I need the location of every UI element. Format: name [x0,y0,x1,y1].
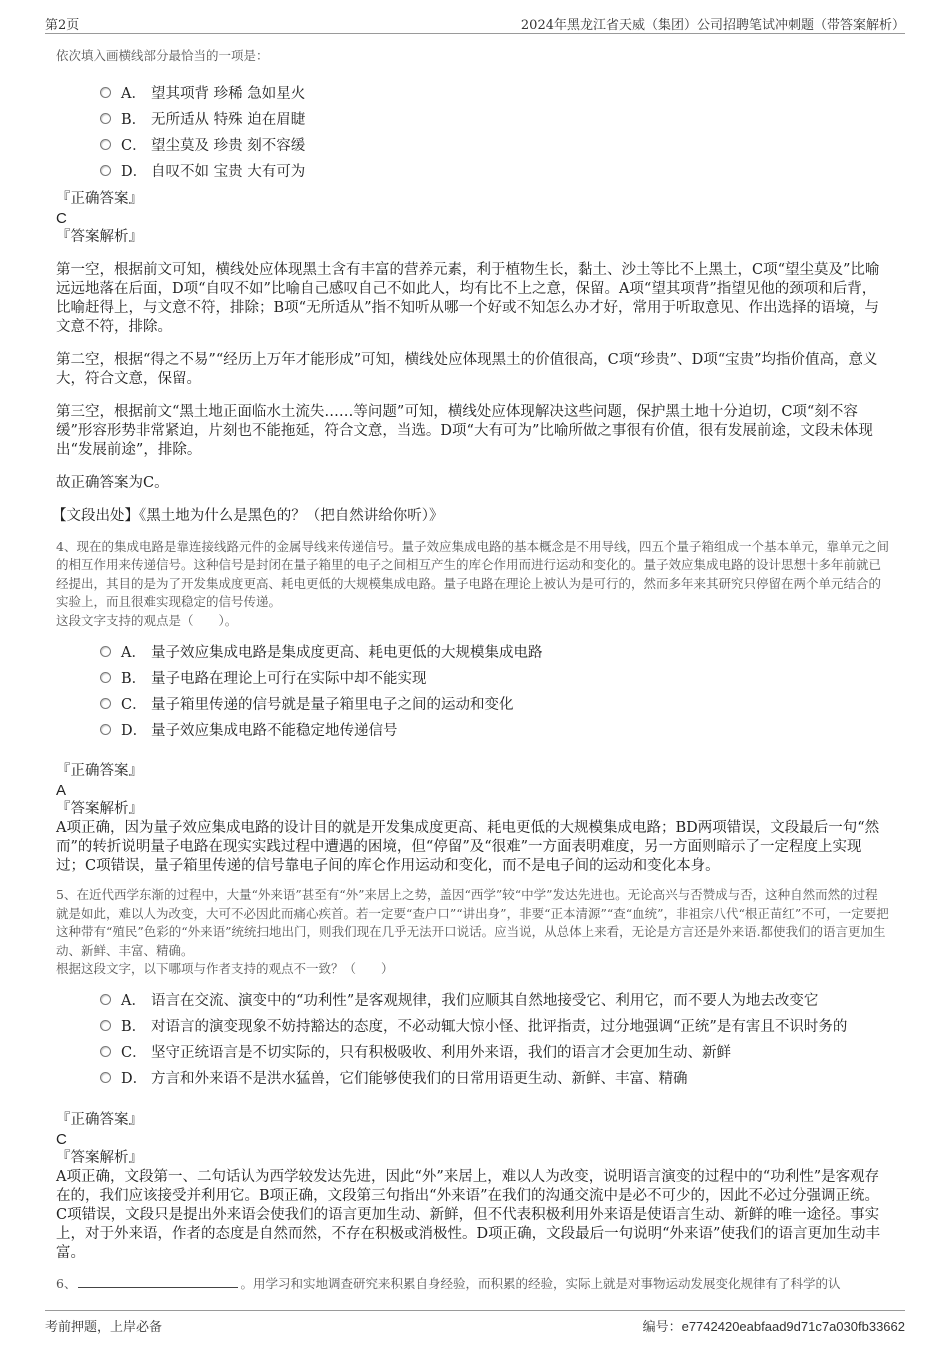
content [52,40,890,1293]
analysis-paragraph: 第三空，根据前文“黑土地正面临水土流失……等问题”可知，横线处应体现解决这些问题，保护黑土地十分迫切，C项“刻不容缓”形容形势非常紧迫，片刻也不能拖延，符合文意，当选。D项“大有可为”比喻所做之事很有价值，很有发展前途，文段未体现出“发展前途”，排除。 [56,403,873,458]
radio-icon[interactable] [100,165,111,176]
analysis-paragraph: A项正确，文段第一、二句话认为西学较发达先进，因此“外”来居上，难以人为改变，说明语言演变的过程中的“功利性”是客观存在的，我们应该接受并利用它。B项正确，文段第三句指出“外来语”在我们的沟通交流中是必不可少的，因此不必过分强调正统。C项错误，文段只是提出外来语会使我们的语言更加生动、新鲜，但不代表积极利用外来语是使语言生动、新鲜的唯一途径。事实上，对于外来语，作者的态度是自然而然，不存在积极或消极性。D项正确，文段最后一句说明“外来语”使我们的语言更加生动丰富。 [56,1168,880,1261]
question-5 [56,886,890,1263]
radio-icon[interactable] [100,1072,111,1083]
answer-label: 『正确答案』 [56,190,143,207]
question-4 [56,538,890,877]
radio-icon[interactable] [100,1046,111,1057]
option-b[interactable]: B． 量子电路在理论上可行在实际中却不能实现 [100,664,890,690]
option-c[interactable]: C． 量子箱里传递的信号就是量子箱里电子之间的运动和变化 [100,690,890,716]
radio-icon[interactable] [100,113,111,124]
option-d[interactable]: D． 自叹不如 宝贵 大有可为 [100,158,890,184]
radio-icon[interactable] [100,672,111,683]
option-a[interactable]: A． 望其项背 珍稀 急如星火 [100,80,890,106]
question-text: 。用学习和实地调查研究来积累自身经验，而积累的经验，实际上就是对事物运动发展变化规律有了科学的认 [240,1275,841,1291]
analysis-paragraph: 故正确答案为C。 [56,474,169,491]
question-prompt: 这段文字支持的观点是（ ）。 [56,612,238,628]
analysis-paragraph: A项正确，因为量子效应集成电路的设计目的就是开发集成度更高、耗电更低的大规模集成电路；BD两项错误，文段最后一句“然而”的转折说明量子电路在现实实践过程中遭遇的困境，但“停留”及“很难”一方面表明难度，另一方面则暗示了一定程度上实现过；C项错误，量子箱里传递的信号靠电子间的库仑作用运动和变化，而不是电子间的运动和变化本身。 [56,820,880,874]
question-passage: 5、在近代西学东渐的过程中，大量“外来语”甚至有“外”来居上之势，盖因“西学”较“中学”发达先进也。无论高兴与否赞成与否，这种自然而然的过程就是如此，难以人为改变，大可不必因此而痛心疾首。若一定要“查户口”“讲出身”，非要“正本清源”“查“血统”，非祖宗八代“根正苗红”不可，一定要把这种带有“殖民”色彩的“外来语”统统扫地出门，则我们现在几乎无法开口说话。应当说，从总体上来看，无论是方言还是外来语.都使我们的语言更加生动、新鲜、丰富、精确。 [56,887,889,958]
analysis-label: 『答案解析』 [56,228,143,245]
answer-value: C [56,209,67,227]
radio-icon[interactable] [100,87,111,98]
question-passage [56,1275,890,1294]
radio-icon[interactable] [100,646,111,657]
option-b[interactable]: B． 对语言的演变现象不妨持豁达的态度，不必动辄大惊小怪、批评指责，过分地强调“正统”是有害且不识时务的 [100,1013,890,1039]
option-a[interactable]: A． 语言在交流、演变中的“功利性”是客观规律，我们应顺其自然地接受它、利用它，而不要人为地去改变它 [100,987,890,1013]
analysis-paragraph: 第二空，根据“得之不易”“经历上万年才能形成”可知，横线处应体现黑土的价值很高，C项“珍贵”、D项“宝贵”均指价值高，意义大，符合文意，保留。 [56,351,878,387]
question-6 [56,1275,890,1294]
radio-icon[interactable] [100,994,111,1005]
question-passage: 4、现在的集成电路是靠连接线路元件的金属导线来传递信号。量子效应集成电路的基本概念是不用导线，四五个量子箱组成一个基本单元，靠单元之间的相互作用来传递信号。这种信号是封闭在量子箱里的电子之间相互产生的库仑作用而进行运动和变化的。量子效应集成电路的设计思想十多年前就已经提出，其目的是为了开发集成度更高、耗电更低的大规模集成电路。量子电路在理论上被认为是可行的，然而多年来其研究只停留在两个单元结合的实验上，而且很难实现稳定的信号传递。 [56,538,889,609]
radio-icon[interactable] [100,724,111,735]
analysis-label: 『答案解析』 [56,1149,143,1166]
radio-icon[interactable] [100,139,111,150]
page-footer [45,1310,905,1335]
document-id: 编号：e7742420eabfaad9d71c7a030fb33662 [642,1319,905,1335]
radio-icon[interactable] [100,1020,111,1031]
option-list [100,638,890,742]
question-prompt: 根据这段文字，以下哪项与作者支持的观点不一致？（ ） [56,961,394,976]
radio-icon[interactable] [100,698,111,709]
option-d[interactable]: D． 方言和外来语不是洪水猛兽，它们能够使我们的日常用语更生动、新鲜、丰富、精确 [100,1065,890,1091]
option-c[interactable]: C． 坚守正统语言是不切实际的，只有积极吸收、利用外来语，我们的语言才会更加生动、新鲜 [100,1039,890,1065]
option-c[interactable]: C． 望尘莫及 珍贵 刻不容缓 [100,132,890,158]
fill-blank [78,1275,238,1288]
answer-label: 『正确答案』 [56,763,143,779]
option-list [100,80,890,184]
option-a[interactable]: A． 量子效应集成电路是集成度更高、耗电更低的大规模集成电路 [100,638,890,664]
page-number: 第2页 [45,18,80,33]
question-3 [52,47,890,526]
question-number: 6、 [56,1275,77,1291]
question-prompt: 依次填入画横线部分最恰当的一项是： [56,48,269,63]
answer-value: A [56,782,67,799]
analysis-label: 『答案解析』 [56,801,143,817]
page-header [45,11,905,34]
option-b[interactable]: B． 无所适从 特殊 迫在眉睫 [100,106,890,132]
option-list [100,987,890,1091]
document-title: 2024年黑龙江省天威（集团）公司招聘笔试冲刺题（带答案解析） [520,18,905,33]
option-d[interactable]: D． 量子效应集成电路不能稳定地传递信号 [100,716,890,742]
analysis-paragraph: 第一空，根据前文可知，横线处应体现黑土含有丰富的营养元素，利于植物生长，黏土、沙土等比不上黑土，C项“望尘莫及”比喻远远地落在后面，D项“自叹不如”比喻自己感叹自己不如此人，均有比不上之意，保留。A项“望其项背”指望见他的颈项和后背，比喻赶得上，与文意不符，排除；B项“无所适从”指不知听从哪一个好或不知怎么办才好，常用于听取意见、作出选择的语境，与文意不符，排除。 [56,261,880,335]
answer-label: 『正确答案』 [56,1111,143,1128]
source-citation: 【文段出处】《黑土地为什么是黑色的？（把自然讲给你听）》 [52,507,444,524]
footer-slogan: 考前押题，上岸必备 [45,1320,163,1335]
answer-value: C [56,1130,67,1148]
